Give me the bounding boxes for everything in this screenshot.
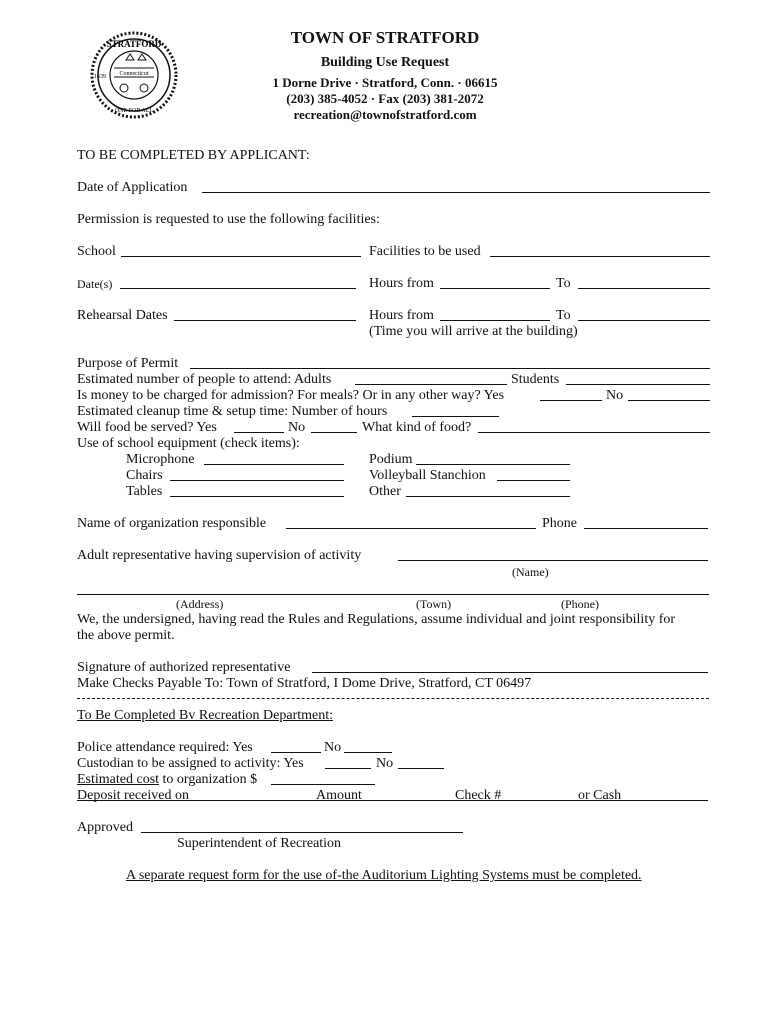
- header-address: 1 Dorne Drive · Stratford, Conn. · 06615: [272, 75, 498, 90]
- seal-left-text: 1639: [94, 74, 106, 80]
- header-phone-fax: (203) 385-4052 · Fax (203) 381-2072: [286, 91, 484, 106]
- tables-label: Tables: [126, 484, 163, 499]
- approved-field[interactable]: [141, 832, 463, 833]
- money-no-label: No: [606, 388, 624, 403]
- volleyball-field[interactable]: [497, 480, 570, 481]
- microphone-label: Microphone: [126, 452, 195, 467]
- food-served-label: Will food be served? Yes: [77, 420, 217, 435]
- money-yes-field[interactable]: [540, 400, 602, 401]
- dashed-separator: [77, 698, 709, 699]
- signature-label: Signature of authorized representative: [77, 660, 291, 675]
- police-yes-field[interactable]: [271, 752, 321, 753]
- microphone-field[interactable]: [204, 464, 344, 465]
- students-field[interactable]: [566, 384, 710, 385]
- chairs-field[interactable]: [170, 480, 344, 481]
- chairs-label: Chairs: [126, 468, 163, 483]
- food-no-field[interactable]: [311, 432, 357, 433]
- signature-field[interactable]: [312, 672, 708, 673]
- seal-mid-text: Connecticut: [119, 71, 149, 77]
- seal-top-text: STRATFORD: [106, 39, 162, 49]
- dates-field[interactable]: [120, 288, 356, 289]
- rehearsal-hours-from-label: Hours from: [369, 308, 434, 323]
- purpose-label: Purpose of Permit: [77, 356, 179, 371]
- other-label: Other: [369, 484, 401, 499]
- volleyball-label: Volleyball Stanchion: [369, 468, 486, 483]
- money-charged-label: Is money to be charged for admission? For meals? Or in any other way? Yes: [77, 388, 505, 403]
- purpose-field[interactable]: [190, 368, 710, 369]
- rehearsal-dates-field[interactable]: [174, 320, 356, 321]
- adult-rep-label: Adult representative having supervision of activity: [77, 548, 362, 563]
- food-no-label: No: [288, 420, 306, 435]
- check-label: Check #: [455, 788, 502, 803]
- date-of-application-field[interactable]: [202, 192, 710, 193]
- adult-rep-field[interactable]: [398, 560, 708, 561]
- money-no-field[interactable]: [628, 400, 710, 401]
- section-applicant: TO BE COMPLETED BY APPLICANT:: [77, 148, 310, 163]
- police-label: Police attendance required: Yes: [77, 740, 253, 755]
- seal-bottom-text: ONE FOR ALL: [114, 108, 154, 114]
- checks-payable: Make Checks Payable To: Town of Stratford, I Dome Drive, Stratford, CT 06497: [77, 676, 532, 691]
- school-field[interactable]: [121, 256, 361, 257]
- time-note: (Time you will arrive at the building): [369, 324, 578, 339]
- cash-label: or Cash: [578, 788, 622, 803]
- custodian-label: Custodian to be assigned to activity: Yes: [77, 756, 304, 771]
- custodian-no-field[interactable]: [398, 768, 444, 769]
- org-responsible-field[interactable]: [286, 528, 536, 529]
- estimated-cost-rest: to organization $: [162, 772, 258, 787]
- adults-field[interactable]: [355, 384, 507, 385]
- estimated-cost-text: Estimated cost: [77, 772, 160, 787]
- podium-field[interactable]: [416, 464, 570, 465]
- org-phone-label: Phone: [542, 516, 577, 531]
- custodian-yes-field[interactable]: [325, 768, 371, 769]
- hours-from-label: Hours from: [369, 276, 434, 291]
- tables-field[interactable]: [170, 496, 344, 497]
- police-no-field[interactable]: [344, 752, 392, 753]
- police-no-label: No: [324, 740, 342, 755]
- org-responsible-label: Name of organization responsible: [77, 516, 267, 531]
- form-subtitle: Building Use Request: [320, 55, 450, 70]
- hours-to-field[interactable]: [578, 288, 710, 289]
- org-phone-field[interactable]: [584, 528, 708, 529]
- approved-label: Approved: [77, 820, 133, 835]
- address-field[interactable]: [77, 594, 709, 595]
- hours-to-label: To: [556, 276, 571, 291]
- town-seal: [86, 30, 182, 120]
- rehearsal-hours-from-field[interactable]: [440, 320, 550, 321]
- students-label: Students: [511, 372, 560, 387]
- footer-note: A separate request form for the use of-the Auditorium Lighting Systems must be completed.: [126, 868, 642, 883]
- rehearsal-hours-to-label: To: [556, 308, 571, 323]
- school-label: School: [77, 244, 116, 259]
- town-title: TOWN OF STRATFORD: [290, 28, 480, 47]
- statement-line-1: We, the undersigned, having read the Rules and Regulations, assume individual and joint responsibility for: [77, 612, 676, 627]
- header-email[interactable]: recreation@townofstratford.com: [293, 107, 477, 122]
- dates-label: Date(s): [77, 277, 113, 291]
- other-field[interactable]: [406, 496, 570, 497]
- cleanup-hours-field[interactable]: [412, 416, 499, 417]
- food-kind-field[interactable]: [478, 432, 710, 433]
- superintendent-caption: Superintendent of Recreation: [177, 836, 342, 851]
- statement-line-2: the above permit.: [77, 628, 175, 643]
- podium-label: Podium: [369, 452, 413, 467]
- deposit-label: Deposit received on: [77, 788, 189, 803]
- cleanup-label: Estimated cleanup time & setup time: Number of hours: [77, 404, 388, 419]
- hours-from-field[interactable]: [440, 288, 550, 289]
- estimated-cost-label: [77, 772, 257, 788]
- rehearsal-hours-to-field[interactable]: [578, 320, 710, 321]
- equipment-label: Use of school equipment (check items):: [77, 436, 300, 451]
- date-of-application-label: Date of Application: [77, 180, 188, 195]
- estimated-people-label: Estimated number of people to attend: Adults: [77, 372, 332, 387]
- name-caption: (Name): [512, 565, 549, 579]
- amount-label: Amount: [316, 788, 362, 803]
- address-caption: (Address): [176, 597, 224, 611]
- custodian-no-label: No: [376, 756, 394, 771]
- town-caption: (Town): [416, 597, 452, 611]
- phone-caption: (Phone): [561, 597, 599, 611]
- rehearsal-dates-label: Rehearsal Dates: [77, 308, 168, 323]
- food-yes-field[interactable]: [234, 432, 284, 433]
- facilities-field[interactable]: [490, 256, 710, 257]
- permission-text: Permission is requested to use the following facilities:: [77, 212, 380, 227]
- estimated-cost-field[interactable]: [271, 784, 375, 785]
- recreation-section-title: To Be Completed Bv Recreation Department:: [77, 708, 334, 723]
- facilities-label: Facilities to be used: [369, 244, 481, 259]
- food-kind-label: What kind of food?: [362, 420, 472, 435]
